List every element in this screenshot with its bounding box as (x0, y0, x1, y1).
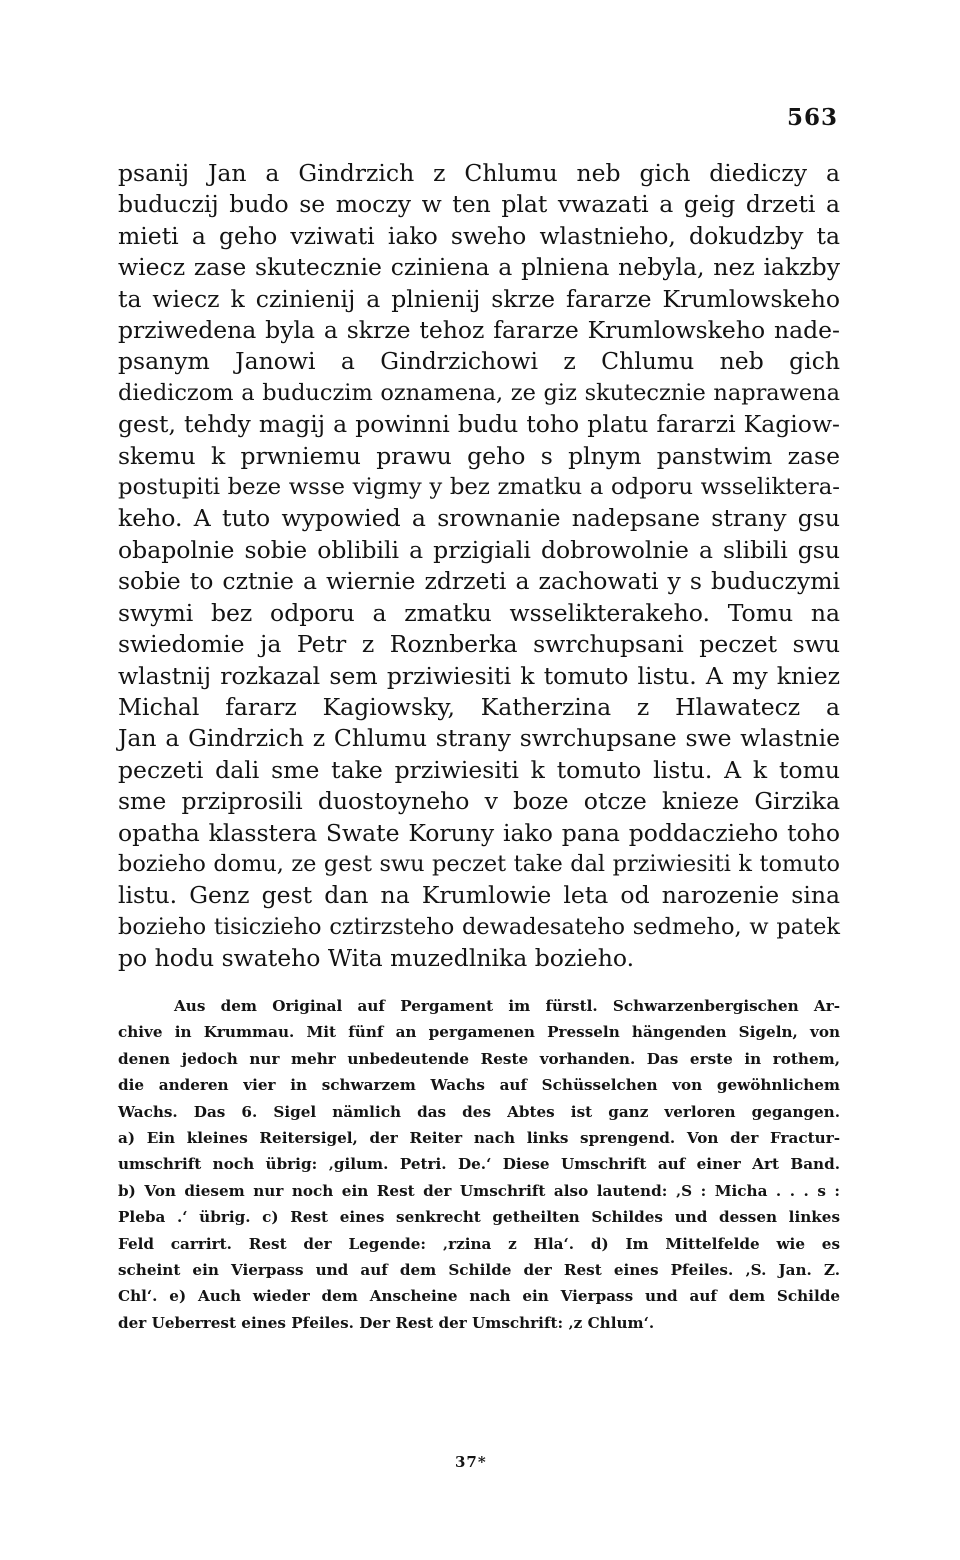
text-line: postupiti beze wsse vigmy y bez zmatku a odporu wsseliktera- (118, 474, 840, 501)
text-line: po hodu swateho Wita muzedlnika bozieho. (118, 944, 635, 973)
note-line: chive in Krummau. Mit fünf an pergamenen Presseln hängenden Sigeln, von (118, 1023, 840, 1042)
text-line: Michal fararz Kagiowsky, Katherzina z Hlawatecz a (118, 692, 840, 721)
text-line: bozieho tisiczieho cztirzsteho dewadesateho sedmeho, w patek (118, 913, 840, 940)
note-line: b) Von diesem nur noch ein Rest der Umschrift also lautend: ‚S : Micha . . . s : (118, 1181, 840, 1200)
text-line: obapolnie sobie oblibili a przigiali dobrowolnie a slibili gsu (118, 535, 840, 564)
text-line: opatha klasstera Swate Koruny iako pana poddaczieho toho (118, 818, 840, 847)
note-line: a) Ein kleines Reitersigel, der Reiter nach links sprengend. Von der Fractur- (118, 1129, 840, 1148)
text-line: sme prziprosili duostoyneho v boze otcze knieze Girzika (118, 787, 840, 816)
editorial-notes (118, 993, 840, 1336)
note-line: denen jedoch nur mehr unbedeutende Reste vorhanden. Das erste in rothem, (118, 1049, 840, 1068)
text-line: listu. Genz gest dan na Krumlowie leta od narozenie sina (118, 881, 840, 910)
text-line: sobie to cztnie a wiernie zdrzeti a zachowati y s buduczymi (118, 567, 840, 596)
text-line: wiecz zase skutecznie cziniena a plniena nebyla, nez iakzby (118, 253, 840, 282)
note-line: umschrift noch übrig: ‚gilum. Petri. De.‘ Diese Umschrift auf einer Art Band. (118, 1155, 840, 1174)
signature-mark: 37* (455, 1453, 487, 1471)
page-number: 563 (786, 104, 838, 131)
text-line: prziwedena byla a skrze tehoz fararze Krumlowskeho nade- (118, 316, 840, 345)
text-line: ta wiecz k czinienij a plnienij skrze fararze Krumlowskeho (118, 284, 840, 313)
text-line: skemu k prwniemu prawu geho s plnym panstwim zase (118, 441, 840, 470)
text-line: wlastnij rozkazal sem prziwiesiti k tomuto listu. A my kniez (118, 661, 840, 690)
note-line: Feld carrirt. Rest der Legende: ‚rzina z Hla‘. d) Im Mittelfelde wie es (118, 1234, 840, 1253)
text-line: swiedomie ja Petr z Roznberka swrchupsani peczet swu (118, 630, 840, 659)
text-line: gest, tehdy magij a powinni budu toho platu fararzi Kagiow- (118, 410, 840, 439)
note-line: Pleba .‘ übrig. c) Rest eines senkrecht getheilten Schildes und dessen linkes (118, 1208, 840, 1227)
note-line: der Ueberrest eines Pfeiles. Der Rest der Umschrift: ‚z Chlum‘. (118, 1313, 655, 1332)
text-line: buduczij budo se moczy w ten plat vwazati a geig drzeti a (118, 190, 840, 219)
text-line: psanym Janowi a Gindrzichowi z Chlumu neb gich (118, 347, 840, 376)
text-line: keho. A tuto wypowied a srownanie nadepsane strany gsu (118, 504, 840, 533)
text-line: Jan a Gindrzich z Chlumu strany swrchupsane swe wlastnie (118, 724, 840, 753)
text-line: peczeti dali sme take prziwiesiti k tomuto listu. A k tomu (118, 755, 840, 784)
text-line: swymi bez odporu a zmatku wsselikterakeho. Tomu na (118, 598, 840, 627)
text-line: mieti a geho vziwati iako sweho wlastnieho, dokudzby ta (118, 221, 840, 250)
note-line: Aus dem Original auf Pergament im fürstl. Schwarzenbergischen Ar- (174, 997, 840, 1015)
charter-text (118, 158, 840, 975)
text-line: bozieho domu, ze gest swu peczet take dal prziwiesiti k tomuto (118, 850, 840, 877)
note-line: die anderen vier in schwarzem Wachs auf Schüsselchen von gewöhnlichem (118, 1076, 840, 1095)
text-line: diediczom a buduczim oznamena, ze giz skutecznie naprawena (118, 379, 840, 406)
text-line: psanij Jan a Gindrzich z Chlumu neb gich diediczy a (118, 159, 840, 187)
note-line: Wachs. Das 6. Sigel nämlich das des Abtes ist ganz verloren gegangen. (118, 1102, 840, 1121)
note-line: scheint ein Vierpass und auf dem Schilde der Rest eines Pfeiles. ‚S. Jan. Z. (118, 1261, 840, 1280)
note-line: Chl‘. e) Auch wieder dem Anscheine nach ein Vierpass und auf dem Schilde (118, 1287, 840, 1306)
